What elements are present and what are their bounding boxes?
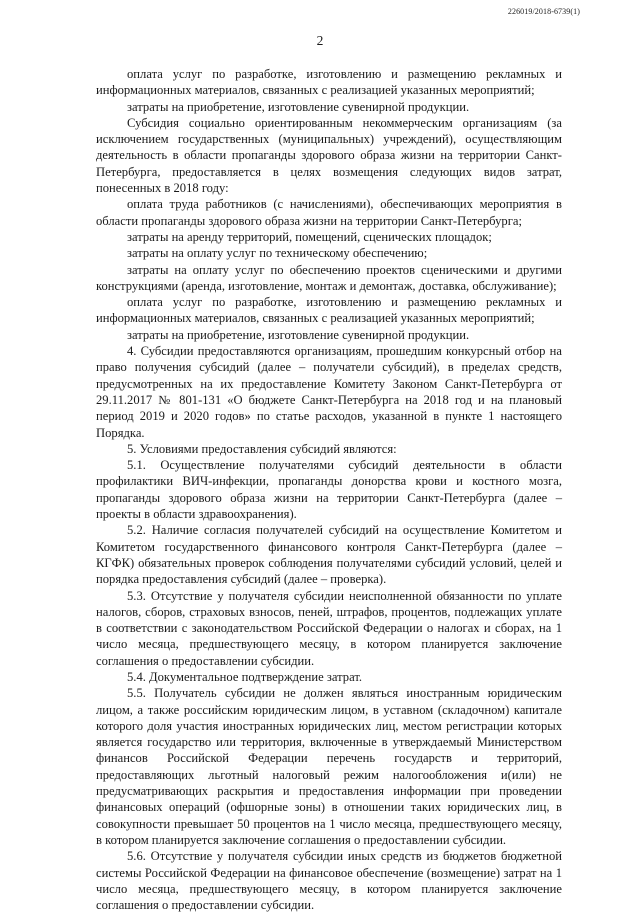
paragraph: 5. Условиями предоставления субсидий являются: (127, 441, 397, 456)
paragraph: 5.3. Отсутствие у получателя субсидии неисполненной обязанности по уплате налогов, сборов, страховых взносов, пеней, штрафов, процентов, подлежащих уплате в соответствии с законодательством Российской Федерации о налогах и сборах, на 1 число месяца, предшествующего месяцу, в котором планируется заключение соглашения о предоставлении субсидии. (96, 588, 562, 668)
document-id: 226019/2018-6739(1) (507, 7, 580, 16)
paragraph: затраты на оплату услуг по техническому обеспечению; (127, 246, 428, 261)
paragraph: затраты на приобретение, изготовление сувенирной продукции. (127, 99, 470, 114)
paragraph: затраты на оплату услуг по обеспечению проектов сценическими и другими конструкциями (аренда, изготовление, монтаж и демонтаж, доставка, обслуживание); (96, 262, 562, 293)
paragraph: оплата услуг по разработке, изготовлению и размещению рекламных и информационных материалов, связанных с реализацией указанных мероприятий; (96, 295, 562, 326)
paragraph: 4. Субсидии предоставляются организациям, прошедшим конкурсный отбор на право получения субсидий (далее – получатели субсидий), в пределах средств, предусмотренных на их предоставление Комитету Законом Санкт-Петербурга от 29.11.2017 № 801-131 «О бюджете Санкт-Петербурга на 2018 год и на плановый период 2019 и 2020 годов» по статье расходов, указанной в пункте 1 настоящего Порядка. (96, 344, 562, 440)
paragraph: затраты на приобретение, изготовление сувенирной продукции. (127, 327, 470, 342)
paragraph: оплата труда работников (с начислениями), обеспечивающих мероприятия в области пропаганды здорового образа жизни на территории Санкт-Петербурга; (96, 197, 562, 228)
document-body (96, 66, 562, 913)
page-number: 2 (316, 33, 324, 48)
paragraph: 5.6. Отсутствие у получателя субсидии иных средств из бюджетов бюджетной системы Российской Федерации на финансовое обеспечение (возмещение) затрат на 1 число месяца, предшествующего месяцу, в котором планируется заключение соглашения о предоставлении субсидии. (96, 849, 562, 913)
paragraph: оплата услуг по разработке, изготовлению и размещению рекламных и информационных материалов, связанных с реализацией указанных мероприятий; (96, 67, 562, 98)
paragraph: затраты на аренду территорий, помещений, сценических площадок; (127, 229, 492, 244)
paragraph: 5.2. Наличие согласия получателей субсидий на осуществление Комитетом и Комитетом государственного финансового контроля Санкт-Петербурга (далее – КГФК) обязательных проверок соблюдения получателями субсидий условий, целей и порядка предоставления субсидий (далее – проверка). (96, 523, 562, 587)
paragraph: Субсидия социально ориентированным некоммерческим организациям (за исключением государственных (муниципальных) учреждений), осуществляющим деятельность в области пропаганды здорового образа жизни на территории Санкт-Петербурга, предоставляется в целях возмещения следующих видов затрат, понесенных в 2018 году: (96, 115, 562, 196)
paragraph: 5.1. Осуществление получателями субсидий деятельности в области профилактики ВИЧ-инфекции, пропаганды донорства крови и костного мозга, пропаганды здорового образа жизни на территории Санкт-Петербурга (далее – проекты в области здравоохранения). (96, 458, 562, 522)
paragraph: 5.4. Документальное подтверждение затрат. (127, 669, 363, 684)
paragraph: 5.5. Получатель субсидии не должен являться иностранным юридическим лицом, а также российским юридическим лицом, в уставном (складочном) капитале которого доля участия иностранных юридических лиц, местом регистрации которых является государство или территория, включенные в утверждаемый Министерством финансов Российской Федерации перечень государств и территорий, предоставляющих льготный налоговый режим налогообложения и(или) не предусматривающих раскрытия и предоставления информации при проведении финансовых операций (офшорные зоны) в отношении таких юридических лиц, в совокупности превышает 50 процентов на 1 число месяца, предшествующего месяцу, в котором планируется заключение соглашения о предоставлении субсидии. (96, 686, 562, 847)
